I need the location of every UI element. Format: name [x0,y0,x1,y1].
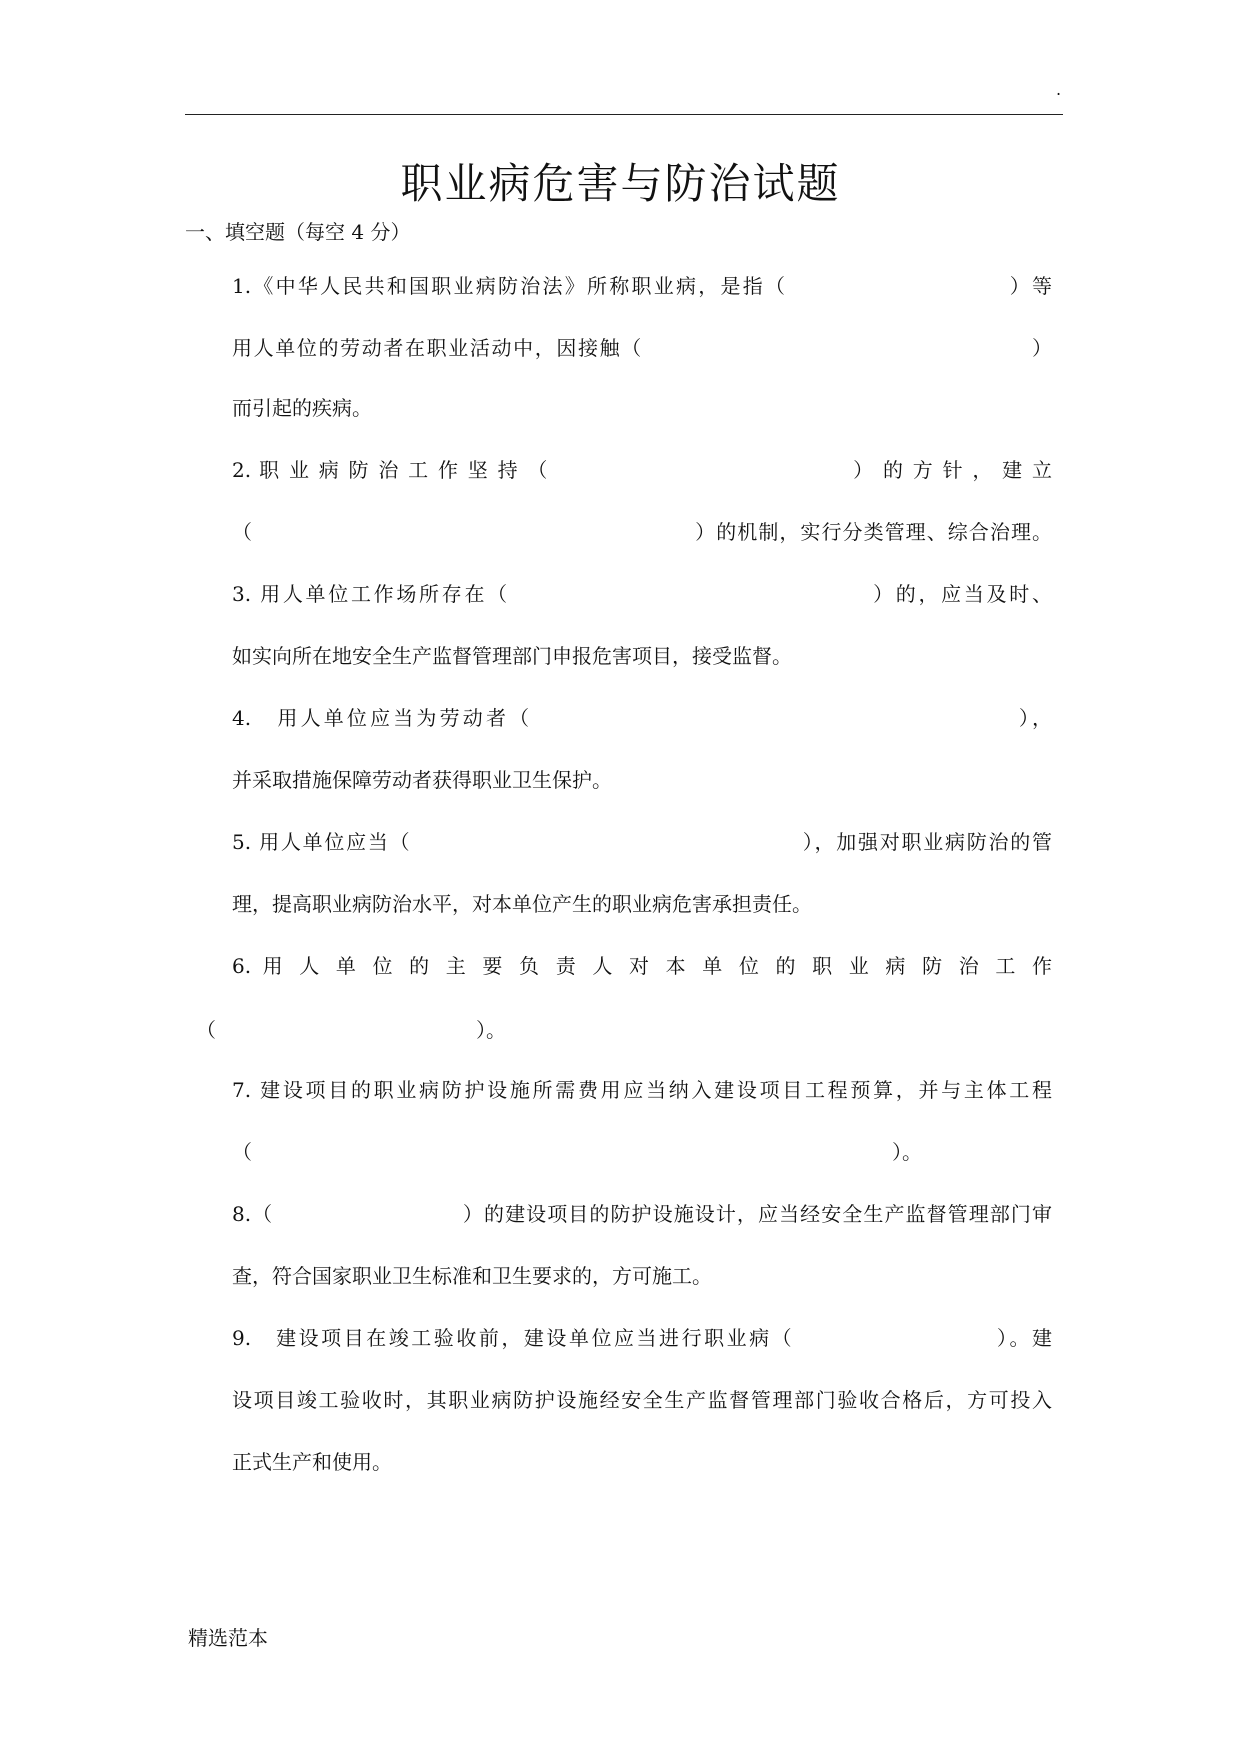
question-9-line-2: 设项目竣工验收时，其职业病防护设施经安全生产监督管理部门验收合格后，方可投入 [232,1388,1052,1412]
question-8-line-2: 查，符合国家职业卫生标准和卫生要求的，方可施工。 [232,1264,712,1288]
question-3-line-2: 如实向所在地安全生产监督管理部门申报危害项目，接受监督。 [232,644,792,668]
question-1-line-2: 用人单位的劳动者在职业活动中，因接触（ ） [232,336,1052,360]
question-5-line-2: 理，提高职业病防治水平，对本单位产生的职业病危害承担责任。 [232,892,812,916]
question-1-line-1: 1.《中华人民共和国职业病防治法》所称职业病，是指（ ）等 [232,274,1052,298]
question-5-line-1: 5. 用人单位应当（ ），加强对职业病防治的管 [232,830,1052,854]
question-7-line-2: （ ）。 [232,1140,922,1164]
question-9-line-3: 正式生产和使用。 [232,1450,392,1474]
header-rule [185,114,1063,115]
question-2-line-2: （ ）的机制，实行分类管理、综合治理。 [232,520,1052,544]
footer-text: 精选范本 [188,1626,268,1650]
question-8-line-1: 8.（ ）的建设项目的防护设施设计，应当经安全生产监督管理部门审 [232,1202,1052,1226]
question-1-line-3: 而引起的疾病。 [232,396,372,420]
question-6-line-1: 6. 用 人 单 位 的 主 要 负 责 人 对 本 单 位 的 职 业 病 防 治 工 作 [232,954,1052,978]
question-4-line-1: 4. 用人单位应当为劳动者（ ）， [232,706,1052,730]
question-9-line-1: 9. 建设项目在竣工验收前，建设单位应当进行职业病（ ）。建 [232,1326,1052,1350]
question-4-line-2: 并采取措施保障劳动者获得职业卫生保护。 [232,768,612,792]
section-heading: 一、填空题（每空 4 分） [185,220,411,244]
question-7-line-1: 7. 建设项目的职业病防护设施所需费用应当纳入建设项目工程预算，并与主体工程 [232,1078,1052,1102]
question-6-line-2: （ ）。 [196,1018,506,1042]
header-mark: . [1056,80,1062,99]
question-2-line-1: 2. 职 业 病 防 治 工 作 坚 持 （ ） 的 方 针 ， 建 立 [232,458,1052,482]
page-title: 职业病危害与防治试题 [400,159,841,208]
question-3-line-1: 3. 用人单位工作场所存在（ ）的，应当及时、 [232,582,1052,606]
